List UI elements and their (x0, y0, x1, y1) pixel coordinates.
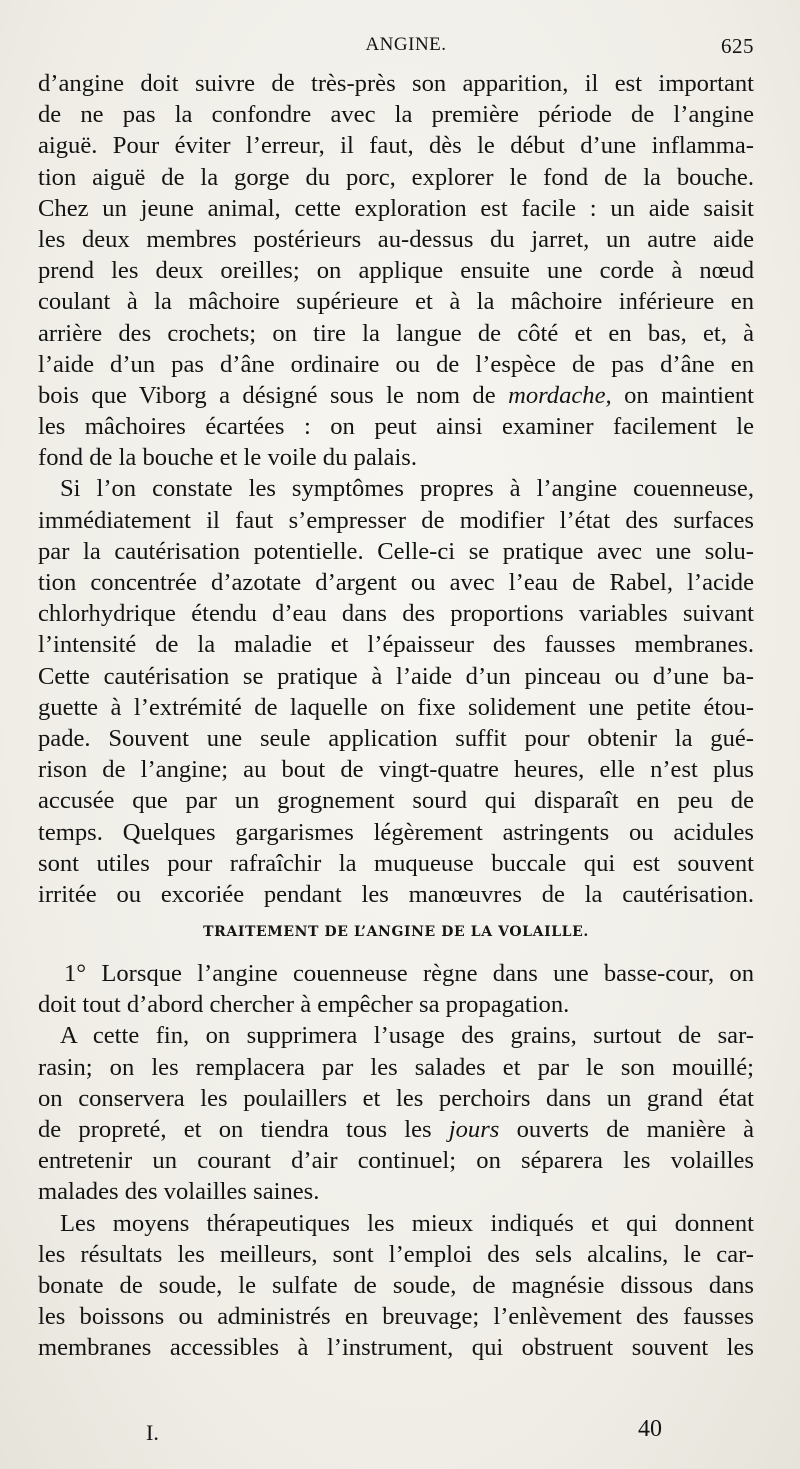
italic-term: jours (448, 1116, 500, 1143)
text-run: de propreté, et on tiendra tous les (38, 1116, 449, 1143)
text-line: entretenir un courant d’air continuel; on séparera les volailles (38, 1147, 754, 1175)
paragraph (38, 1020, 754, 1207)
body-text (38, 68, 754, 1364)
text-line: fond de la bouche et le voile du palais. (38, 444, 418, 472)
text-line (38, 380, 754, 411)
page-footer (0, 1412, 800, 1452)
text-run: ouverts de manière à (499, 1116, 754, 1143)
text-line: Si l’on constate les symptômes propres à l’angine couenneuse, (60, 475, 754, 503)
text-run: on maintient (611, 381, 754, 409)
text-line: rasin; on les remplacera par les salades et par le son mouillé; (38, 1053, 754, 1081)
sheet-number: 40 (638, 1416, 662, 1442)
text-line: les boissons ou administrés en breuvage; l’enlèvement des fausses (38, 1303, 754, 1331)
text-line: sont utiles pour rafraîchir la muqueuse buccale qui est souvent (38, 849, 754, 877)
signature-mark: I. (146, 1420, 159, 1445)
text-line: Les moyens thérapeutiques les mieux indiqués et qui donnent (60, 1209, 754, 1237)
text-line: de ne pas la confondre avec la première période de l’angine (38, 101, 754, 129)
running-title: ANGINE. (365, 34, 447, 55)
text-line: coulant à la mâchoire supérieure et à la mâchoire inférieure en (38, 288, 754, 316)
text-line: doit tout d’abord chercher à empêcher sa propagation. (38, 991, 570, 1019)
text-line: malades des volailles saines. (38, 1178, 320, 1206)
text-line: Chez un jeune animal, cette exploration est facile : un aide saisit (38, 194, 754, 222)
text-line: on conservera les poulaillers et les perchoirs dans un grand état (38, 1084, 754, 1112)
text-line: 1° Lorsque l’angine couenneuse règne dans une basse-cour, on (64, 960, 754, 988)
text-line: Cette cautérisation se pratique à l’aide d’un pinceau ou d’une ba- (38, 662, 754, 690)
paragraph (38, 68, 754, 473)
text-line: guette à l’extrémité de laquelle on fixe solidement une petite étou- (38, 693, 754, 721)
text-line: tion aiguë de la gorge du porc, explorer le fond de la bouche. (38, 163, 754, 191)
section-heading: TRAITEMENT DE L’ANGINE DE LA VOLAILLE. (203, 924, 589, 941)
text-line: prend les deux oreilles; on applique ensuite une corde à nœud (38, 257, 754, 285)
text-line: tion concentrée d’azotate d’argent ou avec l’eau de Rabel, l’acide (38, 569, 754, 596)
text-run: bois que Viborg a désigné sous le nom de (38, 381, 509, 409)
running-head (38, 28, 754, 68)
text-line: temps. Quelques gargarismes légèrement astringents ou acidules (38, 818, 754, 846)
text-line: membranes accessibles à l’instrument, qui obstruent souvent les (38, 1334, 754, 1362)
paragraph (38, 473, 754, 910)
text-line: les deux membres postérieurs au-dessus du jarret, un autre aide (38, 225, 754, 253)
text-line: chlorhydrique étendu d’eau dans des proportions variables suivant (38, 600, 754, 628)
text-line: immédiatement il faut s’empresser de modifier l’état des surfaces (38, 506, 754, 534)
text-line: rison de l’angine; au bout de vingt-quatre heures, elle n’est plus (38, 756, 754, 784)
text-line: l’intensité de la maladie et l’épaisseur des fausses membranes. (38, 631, 754, 659)
text-line (38, 1114, 754, 1145)
text-line: A cette fin, on supprimera l’usage des grains, surtout de sar- (60, 1022, 754, 1050)
text-line: arrière des crochets; on tire la langue de côté et en bas, et, à (38, 319, 754, 347)
page-number: 625 (721, 34, 754, 58)
italic-term: mordache, (508, 381, 612, 409)
paragraph (38, 1208, 754, 1364)
text-line: accusée que par un grognement sourd qui disparaît en peu de (38, 787, 754, 815)
text-line: aiguë. Pour éviter l’erreur, il faut, dès le début d’une inflamma- (38, 132, 754, 160)
text-line: les résultats les meilleurs, sont l’emploi des sels alcalins, le car- (38, 1240, 754, 1268)
text-line: par la cautérisation potentielle. Celle-ci se pratique avec une solu- (38, 537, 754, 565)
text-line: d’angine doit suivre de très-près son apparition, il est important (38, 70, 754, 97)
paragraph (38, 958, 754, 1020)
text-line: l’aide d’un pas d’âne ordinaire ou de l’espèce de pas d’âne en (38, 350, 754, 378)
text-line: bonate de soude, le sulfate de soude, de magnésie dissous dans (38, 1271, 754, 1299)
text-line: irritée ou excoriée pendant les manœuvres de la cautérisation. (38, 880, 754, 908)
text-line: pade. Souvent une seule application suffit pour obtenir la gué- (38, 724, 754, 752)
text-line: les mâchoires écartées : on peut ainsi examiner facilement le (38, 413, 754, 441)
section-spacer (38, 910, 754, 920)
